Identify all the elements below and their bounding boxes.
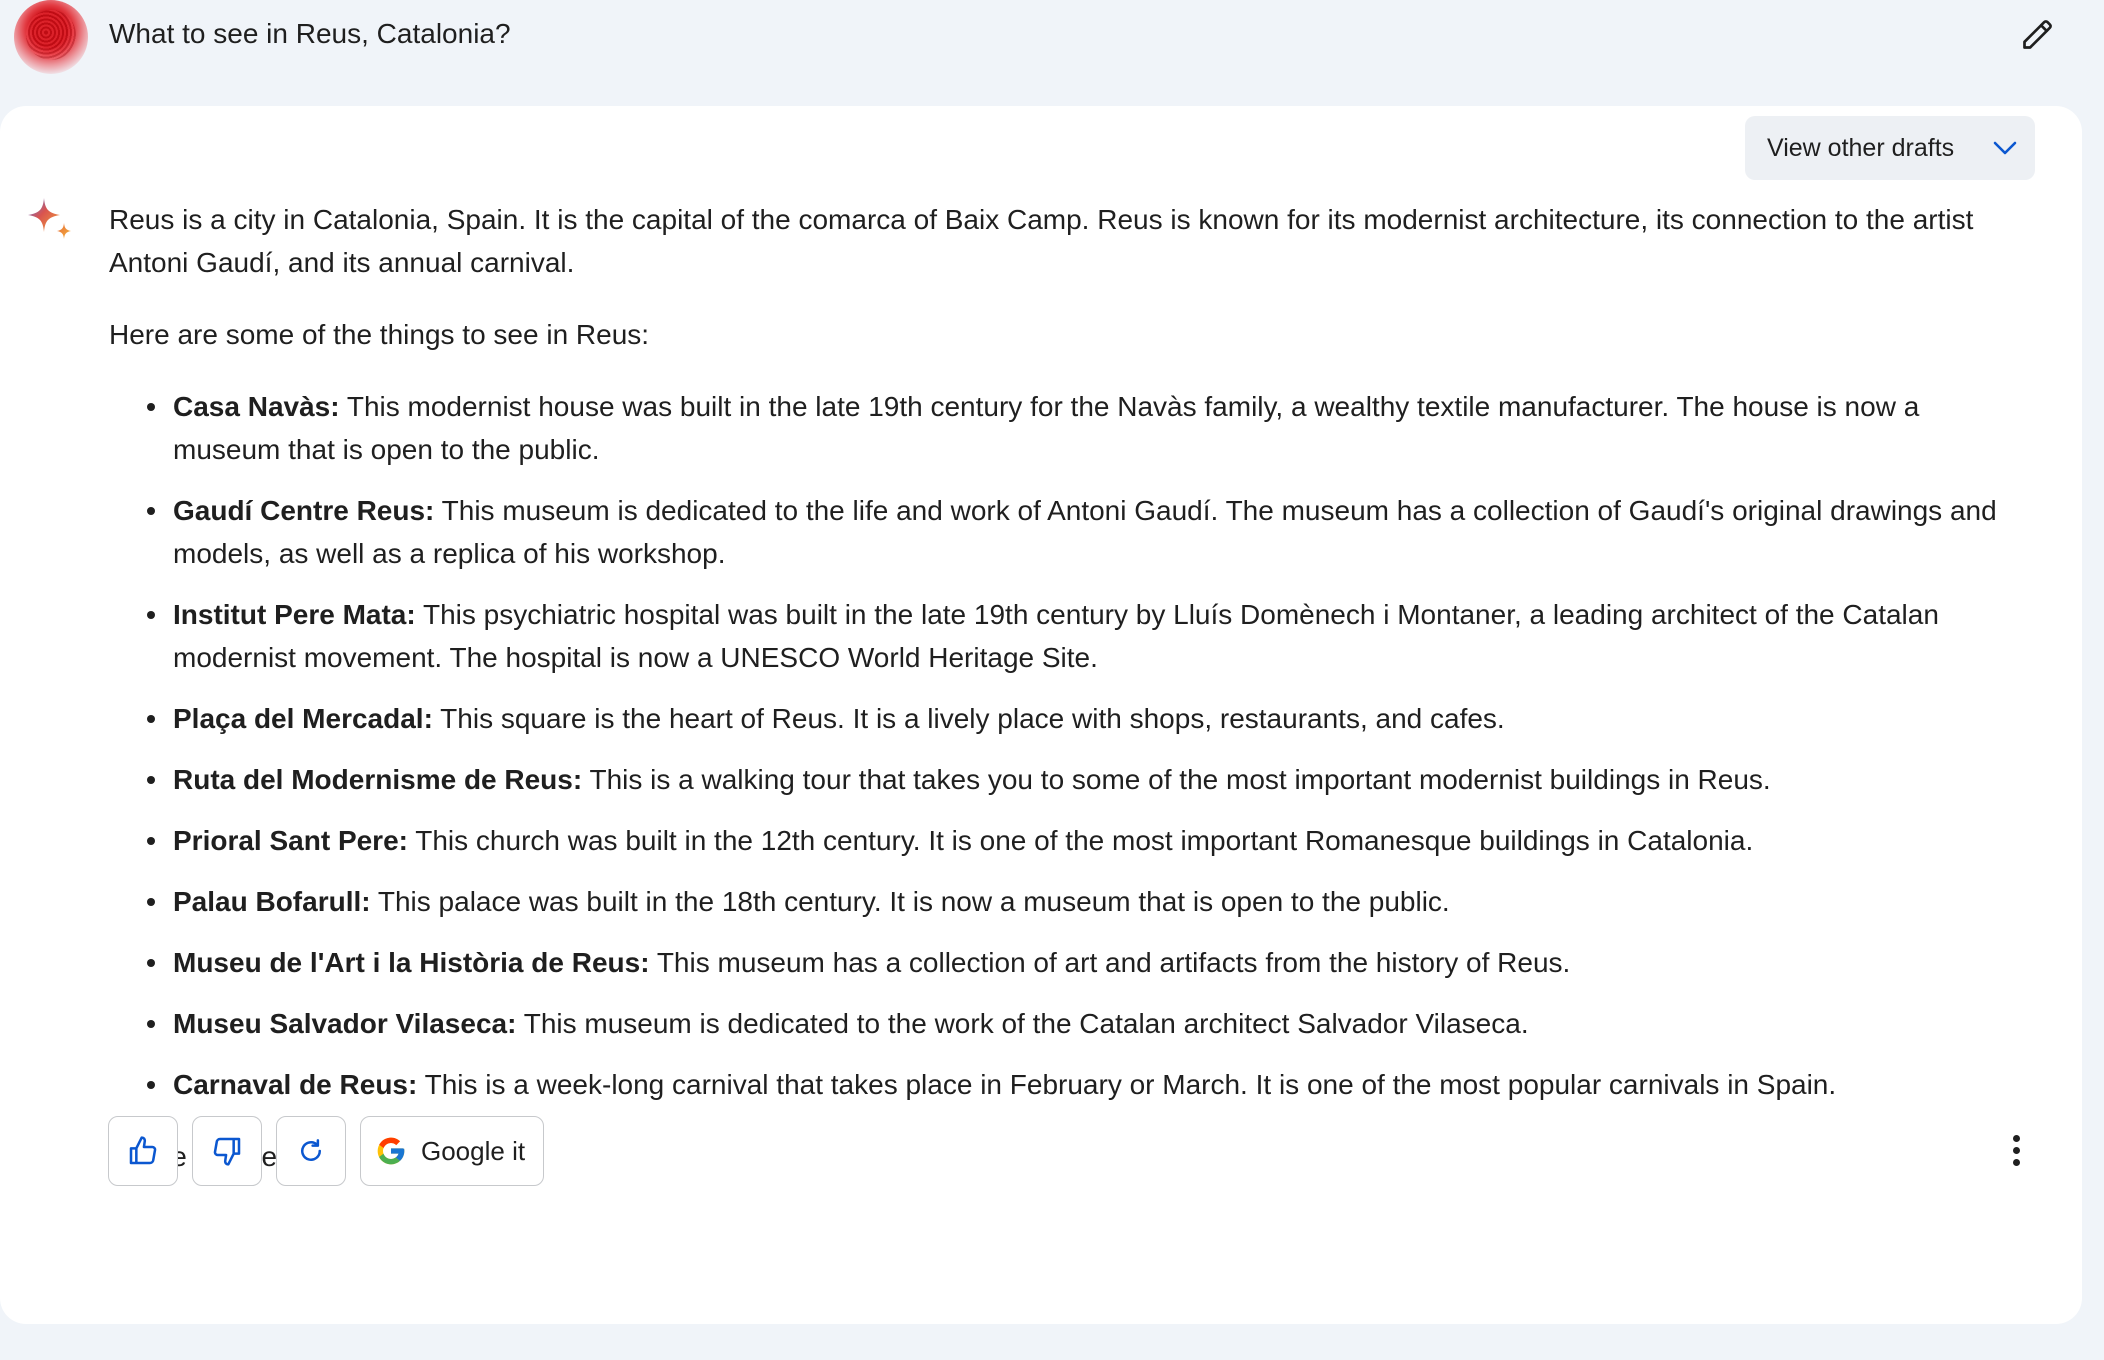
response-actions <box>108 1116 544 1188</box>
prompt-text: What to see in Reus, Catalonia? <box>109 18 511 49</box>
list-item <box>173 1063 2021 1106</box>
regenerate-button[interactable] <box>276 1116 346 1186</box>
list-item-text: This museum has a collection of art and artifacts from the history of Reus. <box>649 947 1571 978</box>
response-content <box>109 198 2021 1178</box>
list-item-text: This is a week-long carnival that takes place in February or March. It is one of the most popular carnivals in Spain. <box>417 1069 1837 1100</box>
list-item <box>173 1002 2021 1045</box>
user-avatar[interactable] <box>14 0 88 74</box>
chevron-down-icon <box>1991 136 2019 160</box>
list-item <box>173 819 2021 862</box>
thumbs-down-icon <box>211 1135 243 1167</box>
list-item-title: Institut Pere Mata: <box>173 599 416 630</box>
prompt-row <box>0 0 2104 104</box>
list-item-text: This modernist house was built in the late 19th century for the Navàs family, a wealthy textile manufacturer. The house is now a museum that is open to the public. <box>173 391 1920 465</box>
list-item-text: This is a walking tour that takes you to some of the most important modernist buildings in Reus. <box>582 764 1771 795</box>
list-item-text: This square is the heart of Reus. It is a lively place with shops, restaurants, and cafes. <box>432 703 1505 734</box>
list-item <box>173 489 2021 575</box>
list-item-title: Casa Navàs: <box>173 391 340 422</box>
regenerate-icon <box>296 1136 326 1166</box>
list-item <box>173 697 2021 740</box>
thumbs-up-icon <box>127 1135 159 1167</box>
list-item-text: This psychiatric hospital was built in the late 19th century by Lluís Domènech i Montaner, a leading architect of the Catalan modernist movement. The hospital is now a UNESCO World Heritage Site. <box>173 599 1939 673</box>
list-item-title: Prioral Sant Pere: <box>173 825 408 856</box>
list-item-title: Museu de l'Art i la Història de Reus: <box>173 947 650 978</box>
google-it-label: Google it <box>421 1135 526 1166</box>
list-item-title: Museu Salvador Vilaseca: <box>173 1008 517 1039</box>
thumbs-down-button[interactable] <box>192 1116 262 1186</box>
gemini-spark-icon <box>24 194 78 248</box>
drafts-label: View other drafts <box>1767 133 1955 162</box>
google-it-button[interactable] <box>360 1116 544 1186</box>
attractions-list <box>109 385 2021 1106</box>
view-other-drafts-button[interactable] <box>1745 116 2035 180</box>
pencil-icon <box>2020 16 2056 52</box>
edit-prompt-button[interactable] <box>2018 14 2058 54</box>
list-item-title: Ruta del Modernisme de Reus: <box>173 764 583 795</box>
list-item-title: Gaudí Centre Reus: <box>173 495 435 526</box>
response-intro: Reus is a city in Catalonia, Spain. It is the capital of the comarca of Baix Camp. Reus is known for its modernist architecture, its connection to the artist Antoni Gaudí, and its annual carnival. <box>109 204 1974 278</box>
list-item <box>173 880 2021 923</box>
response-lead: Here are some of the things to see in Reus: <box>109 319 650 350</box>
more-options-button[interactable] <box>1996 1126 2036 1174</box>
google-g-icon <box>375 1135 407 1167</box>
thumbs-up-button[interactable] <box>108 1116 178 1186</box>
list-item <box>173 941 2021 984</box>
list-item-title: Palau Bofarull: <box>173 886 371 917</box>
list-item-title: Carnaval de Reus: <box>173 1069 418 1100</box>
list-item <box>173 385 2021 471</box>
list-item-text: This church was built in the 12th century. It is one of the most important Romanesque buildings in Catalonia. <box>407 825 1754 856</box>
list-item <box>173 593 2021 679</box>
list-item-title: Plaça del Mercadal: <box>173 703 433 734</box>
list-item <box>173 758 2021 801</box>
list-item-text: This museum is dedicated to the life and work of Antoni Gaudí. The museum has a collection of Gaudí's original drawings and models, as well as a replica of his workshop. <box>173 495 1997 569</box>
list-item-text: This museum is dedicated to the work of the Catalan architect Salvador Vilaseca. <box>516 1008 1529 1039</box>
more-vert-icon <box>2013 1135 2020 1142</box>
list-item-text: This palace was built in the 18th century. It is now a museum that is open to the public. <box>370 886 1450 917</box>
